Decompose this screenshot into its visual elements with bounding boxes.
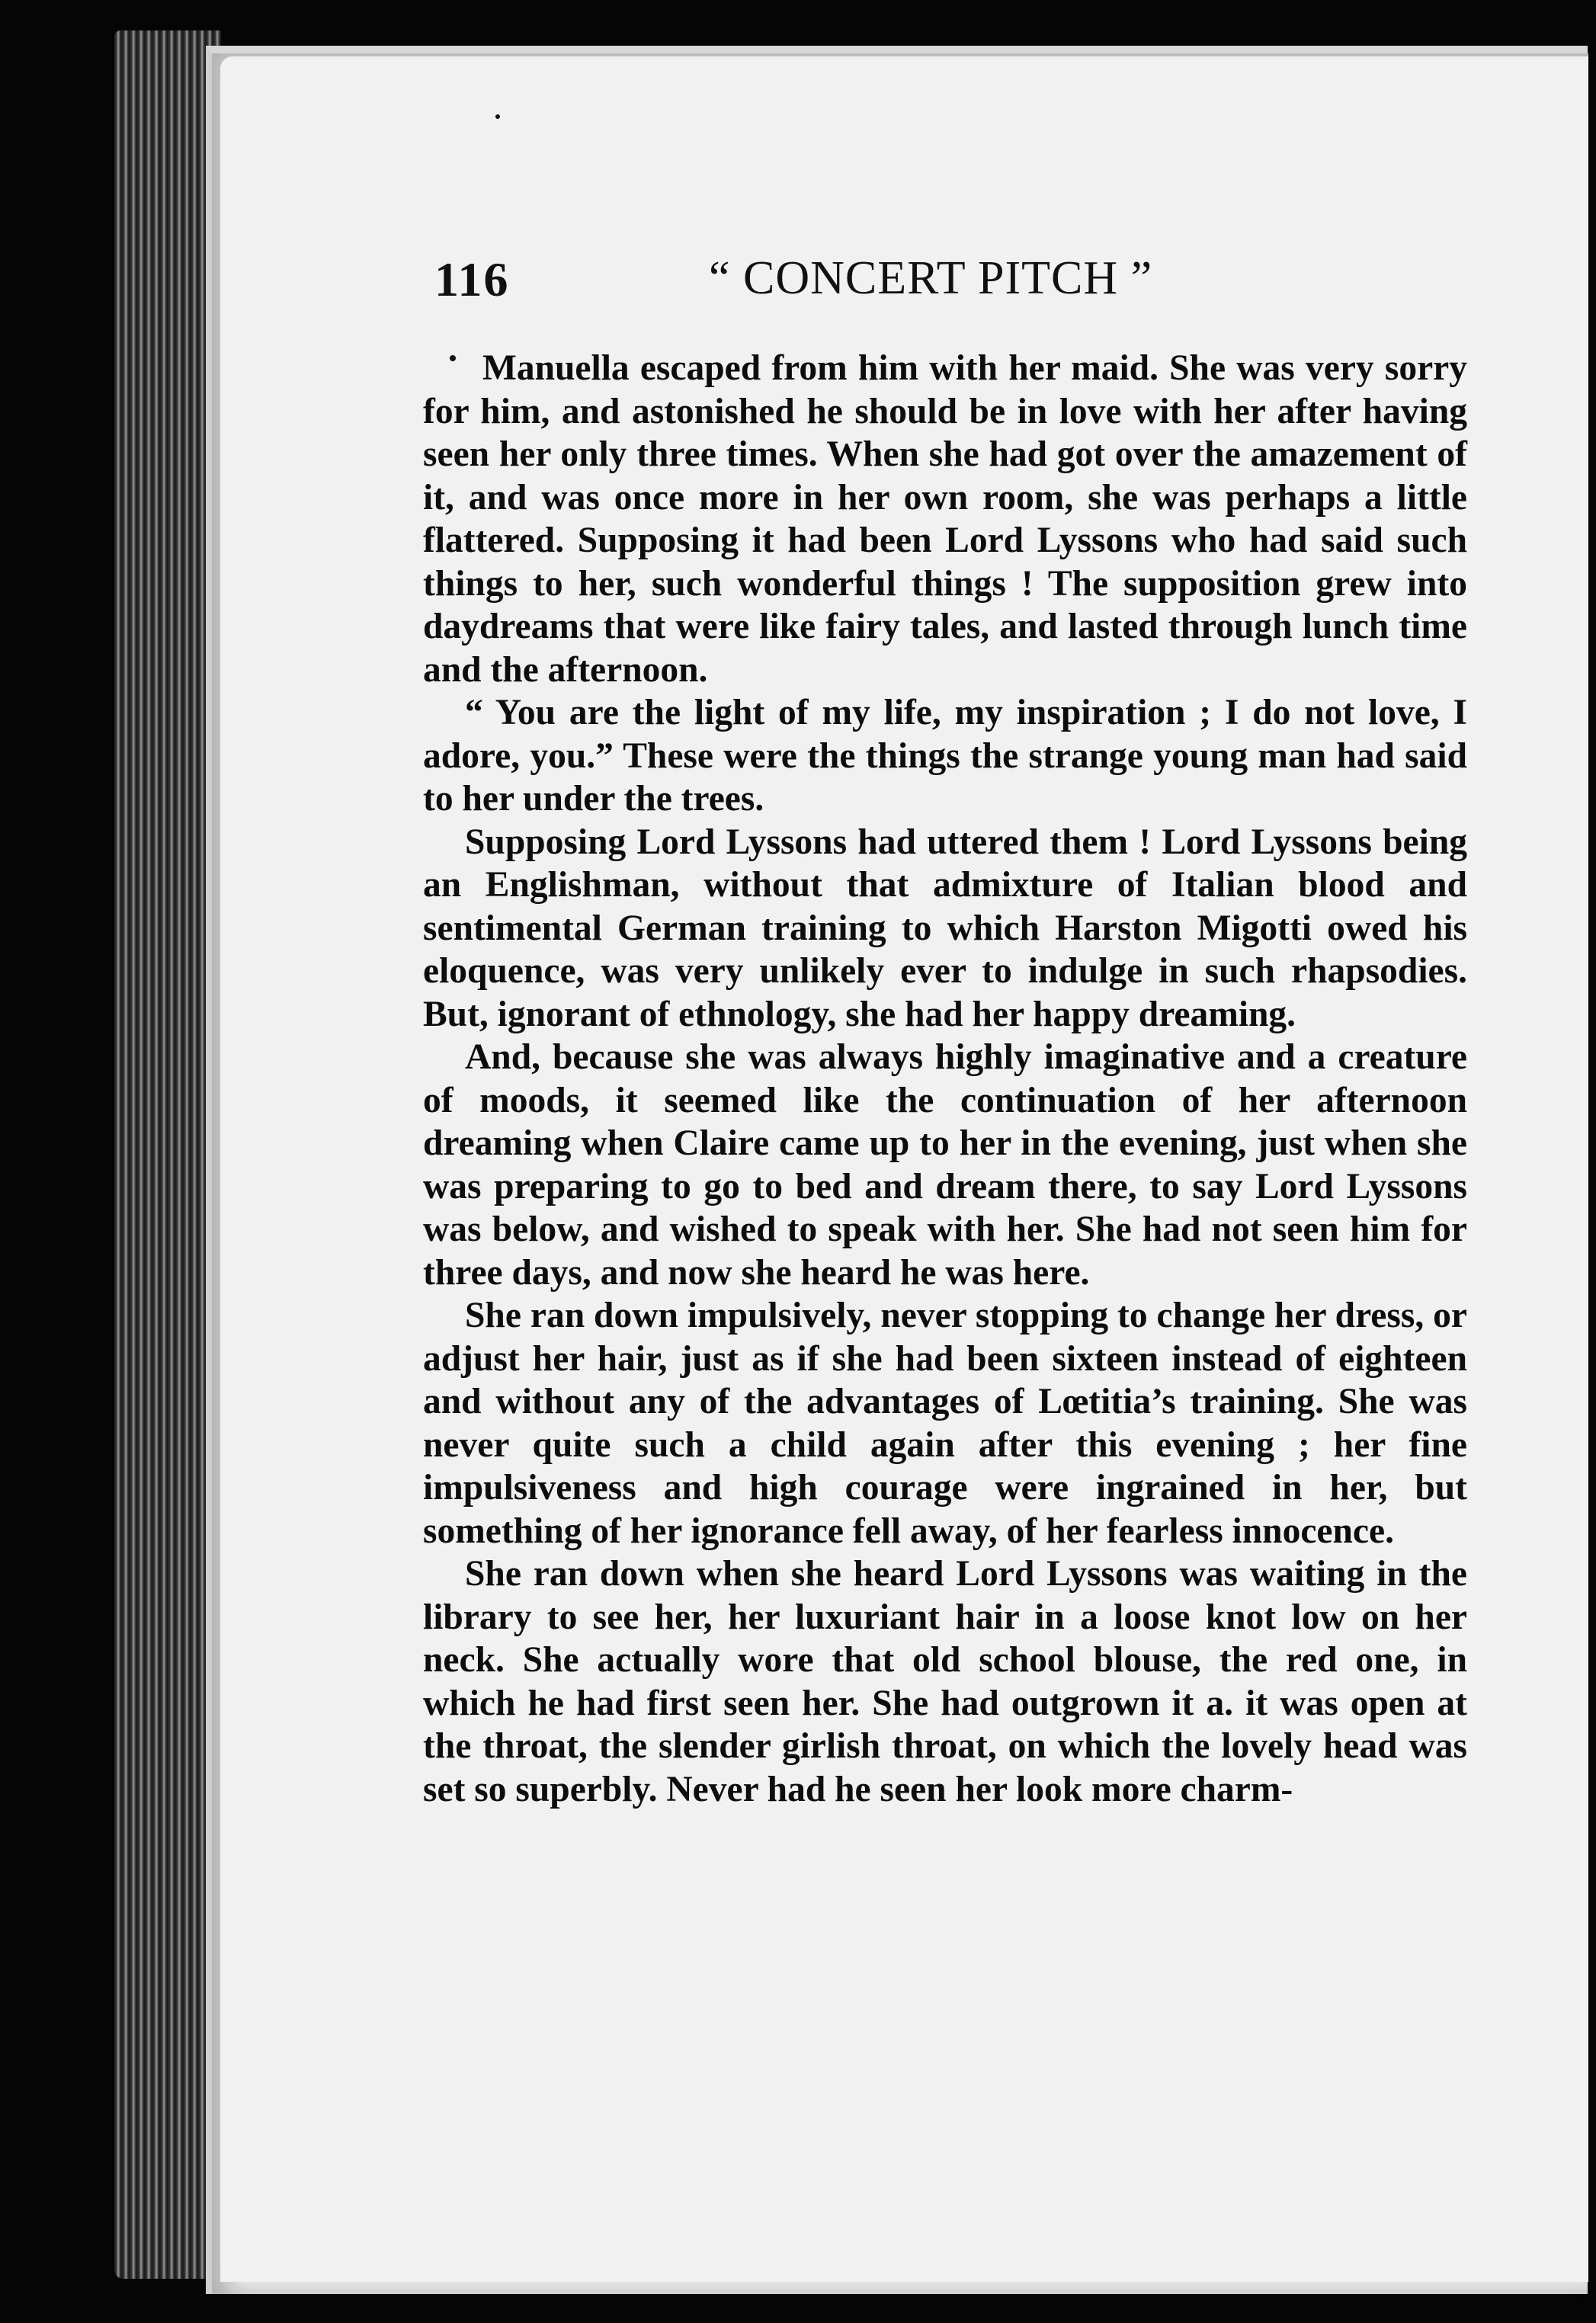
book-page-edges — [114, 30, 221, 2279]
paragraph: She ran down impulsively, never stopping to change her dress, or adjust her hair, just as if she had been sixteen instead of eighteen and without any of the advantages of Lœtitia’s training. She was never quite such a child again after this evening ; her fine impulsiveness and high courage were ingrained in her, but something of her ignorance fell away, of her fearless innocence. — [423, 1296, 1467, 1551]
running-head: “ CONCERT PITCH ” — [709, 252, 1153, 304]
body-text — [423, 347, 1467, 1811]
paragraph: Manuella escaped from him with her maid. She was very sorry for him, and astonished he should be in love with her after having seen her only three times. When she had got over the amazement of it, and was once more in her own room, she was perhaps a little flattered. Supposing it had been Lord Lyssons who had said such things to her, such wonderful things ! The supposition grew into daydreams that were like fairy tales, and lasted through lunch time and the afternoon. — [423, 348, 1467, 690]
paragraph: And, because she was always highly imaginative and a creature of moods, it seemed like the continuation of her afternoon dreaming when Claire came up to her in the evening, just when she was preparing to go to bed and dream there, to say Lord Lyssons was below, and wished to speak with her. She had not seen him for three days, and now she heard he was here. — [423, 1037, 1467, 1293]
ink-speck — [450, 355, 456, 361]
paragraph: She ran down when she heard Lord Lyssons was waiting in the library to see her, her luxuriant hair in a loose knot low on her neck. She actually wore that old school blouse, the red one, in which he had first seen her. She had outgrown it a. it was open at the throat, the slender girlish throat, on which the lovely head was set so superbly. Never had he seen her look more charm- — [423, 1554, 1467, 1809]
ink-speck — [495, 114, 500, 119]
paragraph: Supposing Lord Lyssons had uttered them ! Lord Lyssons being an Englishman, without that admixture of Italian blood and sentimental German training to which Harston Migotti owed his eloquence, was very unlikely ever to indulge in such rhapsodies. But, ignorant of ethnology, she had her happy dreaming. — [423, 822, 1467, 1034]
paragraph: “ You are the light of my life, my inspiration ; I do not love, I adore, you.” These were the things the strange young man had said to her under the trees. — [423, 693, 1467, 819]
page-header — [434, 252, 1242, 320]
page-number: 116 — [434, 252, 510, 306]
